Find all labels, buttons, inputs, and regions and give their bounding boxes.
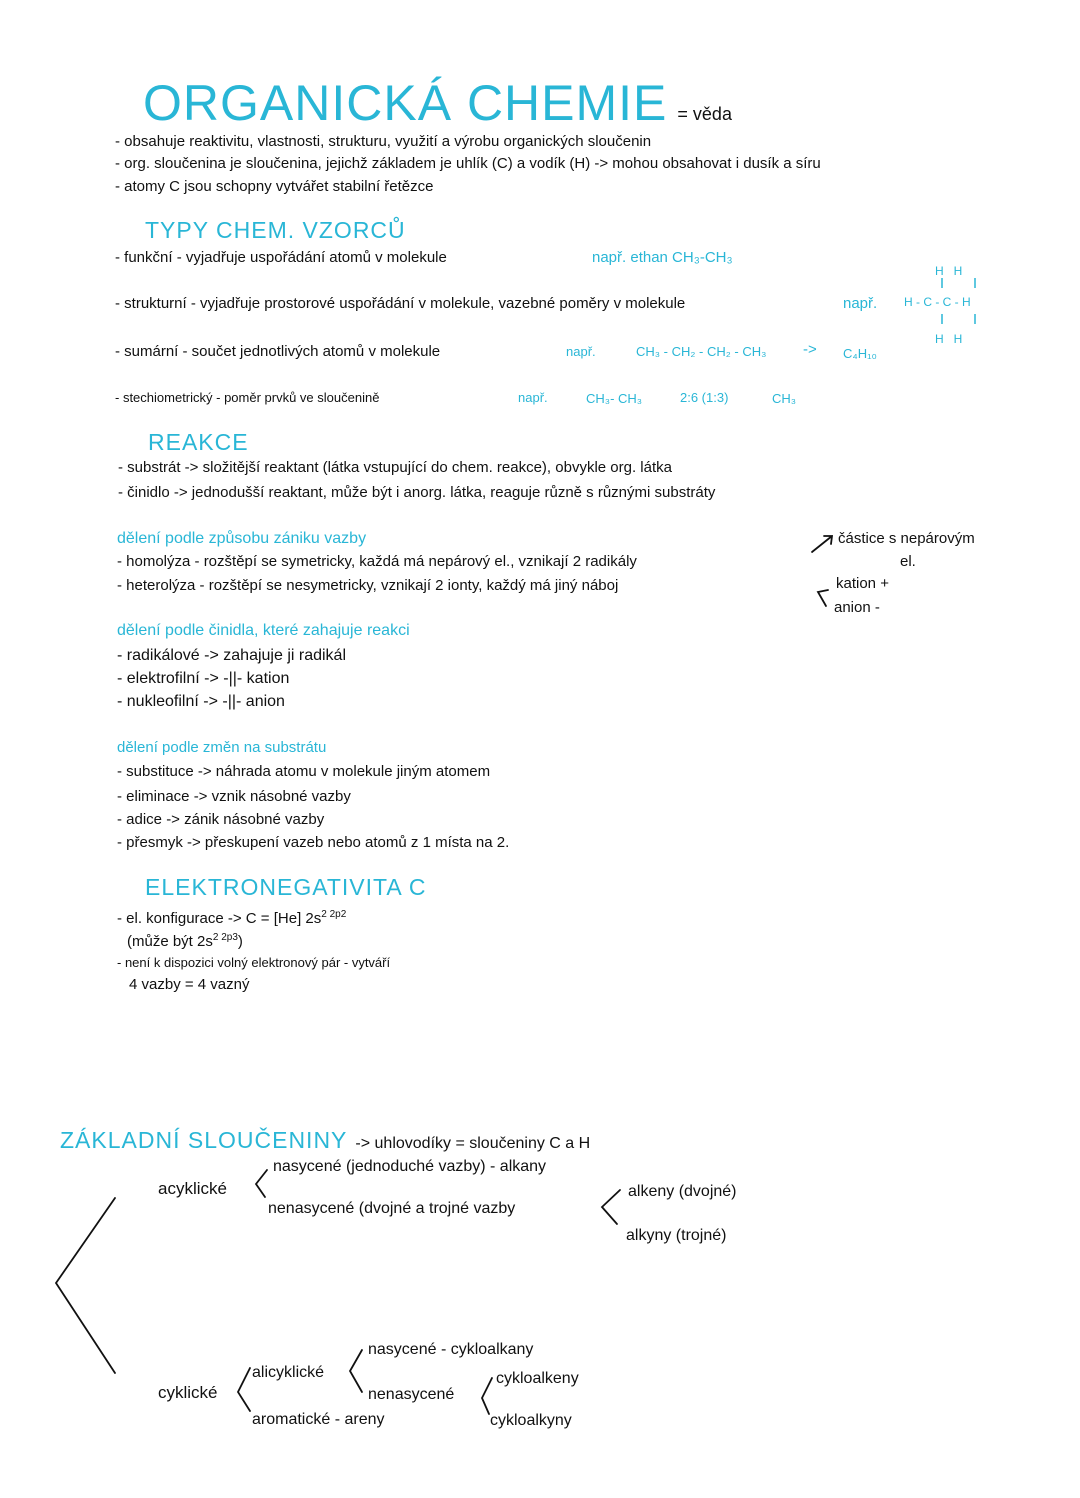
tree-saturated: nasycené (jednoduché vazby) - alkany [273,1158,547,1175]
tree-cyc-unsaturated: nenasycené [368,1386,455,1403]
formula-type-summary: - sumární - součet jednotlivých atomů v molekule [115,343,441,360]
alt-sup: 3 [232,932,238,943]
alt-sup: 2 2p [212,932,233,943]
title-suffix: = věda [677,104,732,124]
formula-example-result: C₄H₁₀ [843,346,877,361]
tree-alkenes: alkeny (dvojné) [628,1183,737,1200]
tree-cycloalkynes: cykloalkyny [490,1412,572,1429]
tree-cycloalkenes: cykloalkeny [496,1370,579,1387]
section-heading-compounds: ZÁKLADNÍ SLOUČENINY [60,1127,348,1153]
tree-alkynes: alkyny (trojné) [626,1227,727,1244]
arrow-icon [812,536,832,552]
reaction-item: - činidlo -> jednodušší reaktant, může být i anorg. látka, reaguje různě s různými substráty [118,484,716,501]
formula-example: např. [518,390,548,405]
formula-type-stoichiometric: - stechiometrický - poměr prvků ve sloučenině [115,390,380,405]
arrow: -> [803,341,817,358]
compounds-note: -> uhlovodíky = sloučeniny C a H [355,1135,591,1152]
reaction-item: - heterolýza - rozštěpí se nesymetricky, vznikají 2 ionty, každý má jiný náboj [117,577,619,594]
intro-line: - obsahuje reaktivitu, vlastnosti, strukturu, využití a výrobu organických sloučenin [115,133,652,150]
subheading-bond-cleavage: dělení podle způsobu zániku vazby [117,530,367,547]
tree-root-branch [56,1198,115,1373]
reaction-item: - substituce -> náhrada atomu v molekule jiným atomem [117,763,491,780]
formula-example: např. [843,295,878,312]
formula-type-functional: - funkční - vyjadřuje uspořádání atomů v molekule [115,249,447,266]
tree-cyclic: cyklické [158,1383,218,1402]
subheading-by-reagent: dělení podle činidla, které zahajuje reakci [117,622,410,639]
formula-example: např. [566,344,596,359]
reaction-item: - radikálové -> zahajuje ji radikál [117,647,346,664]
bracket-line [238,1368,250,1411]
reaction-item: - přesmyk -> přeskupení vazeb nebo atomů z 1 místa na 2. [117,834,510,851]
formula-type-structural: - strukturní - vyjadřuje prostorové uspořádání v molekule, vazebné poměry v molekule [115,295,686,312]
radical-note: el. [900,553,916,570]
structure-top: H H [935,264,963,278]
subheading-by-substrate: dělení podle změn na substrátu [117,739,327,756]
bracket-line [602,1190,620,1224]
tree-unsaturated: nenasycené (dvojné a trojné vazby [268,1200,516,1217]
structure-bottom: H H [935,332,963,346]
bracket-line [818,590,828,606]
formula-example-formula: CH₃- CH₃ [586,391,643,406]
config-sup: 2 [340,909,347,920]
tree-aromatic: aromatické - areny [252,1411,385,1428]
reaction-item: - elektrofilní -> -||- kation [117,670,290,687]
formula-example-formula: CH₃ - CH₂ - CH₂ - CH₃ [636,344,767,359]
config-label: - el. konfigurace -> C = [He] 2s [117,910,322,927]
ion-anion: anion - [834,599,880,616]
bracket-line [482,1378,492,1414]
intro-line: - org. sloučenina je sloučenina, jejichž základem je uhlík (C) a vodík (H) -> mohou obsahovat i dusík a síru [115,155,821,172]
alt-end: ) [237,933,243,950]
ion-cation: kation + [836,575,889,592]
section-heading-reactions: REAKCE [148,429,249,455]
reaction-item: - nukleofilní -> -||- anion [117,693,285,710]
reaction-item: - adice -> zánik násobné vazby [117,811,325,828]
config-sup: 2 2p [321,909,341,920]
tree-cyc-saturated: nasycené - cykloalkany [368,1341,534,1358]
page-title: ORGANICKÁ CHEMIE [143,75,668,131]
alt-label: (může být 2s [127,933,213,950]
reaction-item: - eliminace -> vznik násobné vazby [117,788,351,805]
radical-note: částice s nepárovým [838,530,975,547]
section-heading-formula-types: TYPY CHEM. VZORCŮ [145,217,406,243]
electronegativity-line: 4 vazby = 4 vazný [129,976,250,993]
formula-example-result: CH₃ [772,391,797,406]
section-heading-electronegativity: ELEKTRONEGATIVITA C [145,874,427,900]
electronegativity-line: - není k dispozici volný elektronový pár - vytváří [117,955,391,970]
intro-line: - atomy C jsou schopny vytvářet stabilní řetězce [115,178,434,195]
formula-example-ratio: 2:6 (1:3) [680,390,729,405]
bracket-line [350,1350,362,1392]
tree-alicyclic: alicyklické [252,1364,325,1381]
tree-acyclic: acyklické [158,1179,227,1198]
reaction-item: - substrát -> složitější reaktant (látka vstupující do chem. reakce), obvykle org. látka [118,459,672,476]
formula-example: např. ethan CH₃-CH₃ [592,249,733,266]
bracket-line [256,1170,267,1197]
reaction-item: - homolýza - rozštěpí se symetricky, každá má nepárový el., vznikají 2 radikály [117,553,637,570]
structure-mid: H - C - C - H [904,295,971,309]
